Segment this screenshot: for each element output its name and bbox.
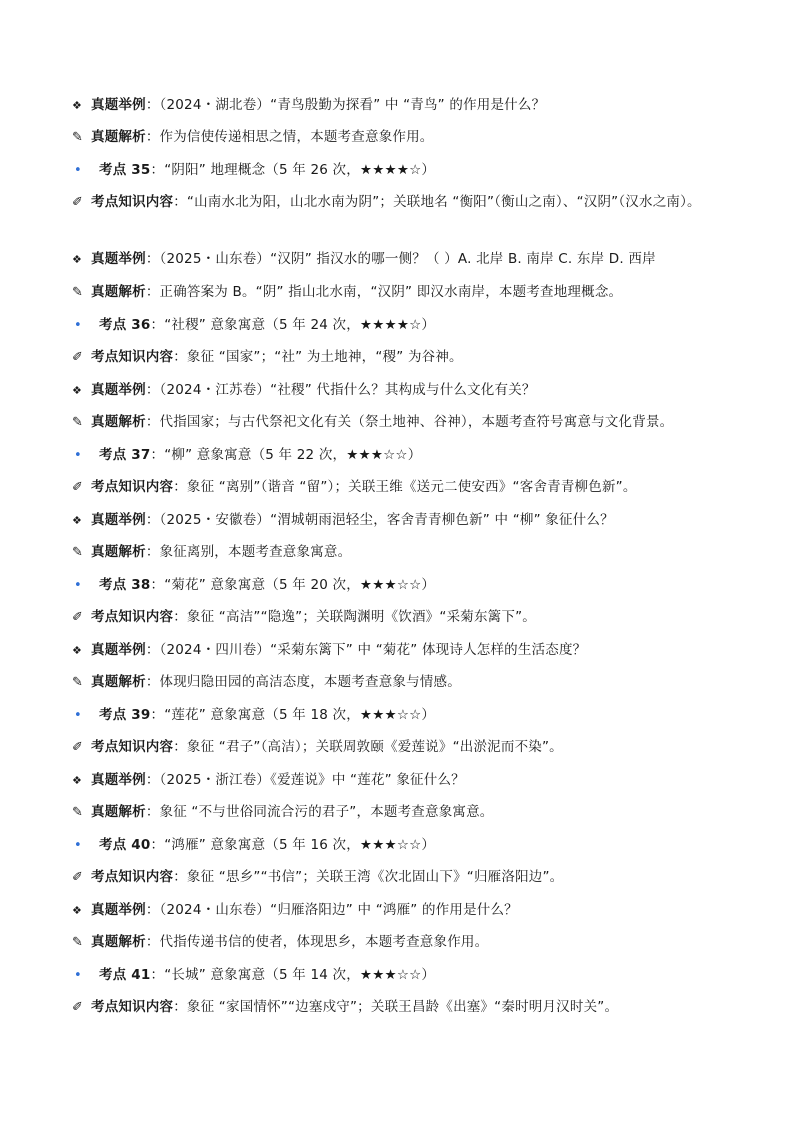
key-point-content-text: ：“山南水北为阳，山北水南为阴”；关联地名 “衡阳”（衡山之南）、“汉阴”（汉水之南）。: [173, 194, 701, 210]
exam-example-line: [72, 769, 732, 792]
key-point-content-label: 考点知识内容: [91, 999, 174, 1015]
pen-icon: ✐: [72, 870, 84, 885]
exam-analysis-line: [72, 931, 732, 954]
pen-icon: ✐: [72, 195, 84, 210]
exam-example-text: ：（2024・湖北卷）“青鸟殷勤为探看” 中 “青鸟” 的作用是什么？: [145, 97, 546, 113]
blue-dot-bullet-icon: •: [74, 318, 82, 333]
blue-dot-bullet-icon: •: [74, 708, 82, 723]
key-point-content-line: [72, 476, 732, 499]
key-point-label: 考点 41: [99, 967, 151, 983]
exam-example-label: 真题举例: [91, 251, 146, 267]
exam-analysis-line: [72, 671, 732, 694]
key-point-content-line: [72, 866, 732, 889]
key-point-content-text: ：象征 “君子”（高洁）；关联周敦颐《爱莲说》“出淤泥而不染”。: [173, 739, 563, 755]
exam-analysis-text: ：象征 “不与世俗同流合污的君子”，本题考查意象寓意。: [145, 804, 494, 820]
exam-example-text: ：（2024・山东卷）“归雁洛阳边” 中 “鸿雁” 的作用是什么？: [145, 902, 518, 918]
key-point-label: 考点 37: [99, 447, 151, 463]
diamond-bullet-icon: ❖: [72, 384, 83, 397]
key-point-content-label: 考点知识内容: [91, 479, 174, 495]
blue-dot-bullet-icon: •: [74, 448, 82, 463]
key-point-text: ：“社稷” 意象寓意（5 年 24 次，★★★★☆）: [150, 317, 436, 333]
exam-analysis-label: 真题解析: [91, 284, 146, 300]
exam-example-text: ：（2025・山东卷）“汉阴” 指汉水的哪一侧？（ ）A. 北岸 B. 南岸 C. 东岸 D. 西岸: [145, 251, 656, 267]
key-point-label: 考点 38: [99, 577, 151, 593]
blue-dot-bullet-icon: •: [74, 838, 82, 853]
pencil-icon: ✎: [72, 935, 84, 950]
exam-analysis-label: 真题解析: [91, 129, 146, 145]
key-point-label: 考点 39: [99, 707, 151, 723]
exam-example-label: 真题举例: [91, 642, 146, 658]
key-point-line: [72, 964, 732, 987]
key-point-content-label: 考点知识内容: [91, 869, 174, 885]
pen-icon: ✐: [72, 480, 84, 495]
exam-analysis-label: 真题解析: [91, 804, 146, 820]
pen-icon: ✐: [72, 350, 84, 365]
key-point-content-line: [72, 736, 732, 759]
key-point-line: [72, 574, 732, 597]
exam-example-line: [72, 899, 732, 922]
exam-analysis-label: 真题解析: [91, 414, 146, 430]
blue-dot-bullet-icon: •: [74, 163, 82, 178]
pencil-icon: ✎: [72, 130, 84, 145]
diamond-bullet-icon: ❖: [72, 774, 83, 787]
key-point-text: ：“鸿雁” 意象寓意（5 年 16 次，★★★☆☆）: [150, 837, 436, 853]
exam-analysis-label: 真题解析: [91, 544, 146, 560]
diamond-bullet-icon: ❖: [72, 99, 83, 112]
key-point-content-text: ：象征 “高洁”“隐逸”；关联陶渊明《饮酒》“采菊东篱下”。: [173, 609, 536, 625]
key-point-line: [72, 314, 732, 337]
exam-analysis-text: ：正确答案为 B。“阴” 指山北水南，“汉阴” 即汉水南岸，本题考查地理概念。: [145, 284, 623, 300]
exam-example-label: 真题举例: [91, 772, 146, 788]
exam-analysis-text: ：象征离别，本题考查意象寓意。: [145, 544, 352, 560]
key-point-text: ：“阴阳” 地理概念（5 年 26 次，★★★★☆）: [150, 162, 436, 178]
exam-example-label: 真题举例: [91, 382, 146, 398]
exam-example-text: ：（2025・安徽卷）“渭城朝雨浥轻尘，客舍青青柳色新” 中 “柳” 象征什么？: [145, 512, 614, 528]
key-point-content-label: 考点知识内容: [91, 739, 174, 755]
diamond-bullet-icon: ❖: [72, 904, 83, 917]
key-point-content-line: [72, 606, 732, 629]
blue-dot-bullet-icon: •: [74, 578, 82, 593]
key-point-content-label: 考点知识内容: [91, 349, 174, 365]
exam-analysis-text: ：代指国家；与古代祭祀文化有关（祭土地神、谷神），本题考查符号寓意与文化背景。: [145, 414, 674, 430]
key-point-text: ：“莲花” 意象寓意（5 年 18 次，★★★☆☆）: [150, 707, 436, 723]
exam-example-label: 真题举例: [91, 902, 146, 918]
blue-dot-bullet-icon: •: [74, 968, 82, 983]
exam-analysis-text: ：代指传递书信的使者，体现思乡，本题考查意象作用。: [145, 934, 489, 950]
exam-analysis-label: 真题解析: [91, 934, 146, 950]
key-point-content-line: [72, 191, 732, 214]
exam-analysis-text: ：体现归隐田园的高洁态度，本题考查意象与情感。: [145, 674, 461, 690]
key-point-text: ：“长城” 意象寓意（5 年 14 次，★★★☆☆）: [150, 967, 436, 983]
key-point-text: ：“菊花” 意象寓意（5 年 20 次，★★★☆☆）: [150, 577, 436, 593]
key-point-label: 考点 35: [99, 162, 151, 178]
exam-analysis-text: ：作为信使传递相思之情，本题考查意象作用。: [145, 129, 434, 145]
exam-analysis-label: 真题解析: [91, 674, 146, 690]
key-point-content-line: [72, 996, 732, 1019]
exam-analysis-line: [72, 126, 732, 149]
pen-icon: ✐: [72, 610, 84, 625]
exam-example-line: [72, 379, 732, 402]
key-point-line: [72, 834, 732, 857]
key-point-line: [72, 704, 732, 727]
exam-example-line: [72, 94, 732, 117]
pen-icon: ✐: [72, 740, 84, 755]
exam-example-text: ：（2025・浙江卷）《爱莲说》中 “莲花” 象征什么？: [145, 772, 465, 788]
key-point-line: [72, 159, 732, 182]
key-point-content-label: 考点知识内容: [91, 194, 174, 210]
exam-analysis-line: [72, 801, 732, 824]
exam-example-text: ：（2024・江苏卷）“社稷” 代指什么？其构成与什么文化有关？: [145, 382, 536, 398]
key-point-label: 考点 36: [99, 317, 151, 333]
key-point-line: [72, 444, 732, 467]
exam-example-line: [72, 509, 732, 532]
exam-example-text: ：（2024・四川卷）“采菊东篱下” 中 “菊花” 体现诗人怎样的生活态度？: [145, 642, 587, 658]
exam-analysis-line: [72, 541, 732, 564]
key-point-content-line: [72, 346, 732, 369]
key-point-content-text: ：象征 “国家”；“社” 为土地神，“稷” 为谷神。: [173, 349, 463, 365]
pencil-icon: ✎: [72, 285, 84, 300]
exam-analysis-line: [72, 411, 732, 434]
key-point-text: ：“柳” 意象寓意（5 年 22 次，★★★☆☆）: [150, 447, 422, 463]
key-point-content-text: ：象征 “思乡”“书信”；关联王湾《次北固山下》“归雁洛阳边”。: [173, 869, 564, 885]
exam-example-label: 真题举例: [91, 512, 146, 528]
pencil-icon: ✎: [72, 805, 84, 820]
key-point-content-text: ：象征 “离别”（谐音 “留”）；关联王维《送元二使安西》“客舍青青柳色新”。: [173, 479, 637, 495]
exam-example-line: [72, 248, 732, 271]
diamond-bullet-icon: ❖: [72, 253, 83, 266]
exam-example-line: [72, 639, 732, 662]
diamond-bullet-icon: ❖: [72, 644, 83, 657]
pencil-icon: ✎: [72, 545, 84, 560]
pencil-icon: ✎: [72, 415, 84, 430]
key-point-label: 考点 40: [99, 837, 151, 853]
exam-analysis-line: [72, 281, 732, 304]
pencil-icon: ✎: [72, 675, 84, 690]
diamond-bullet-icon: ❖: [72, 514, 83, 527]
exam-example-label: 真题举例: [91, 97, 146, 113]
key-point-content-text: ：象征 “家国情怀”“边塞戍守”；关联王昌龄《出塞》“秦时明月汉时关”。: [173, 999, 619, 1015]
pen-icon: ✐: [72, 1000, 84, 1015]
key-point-content-label: 考点知识内容: [91, 609, 174, 625]
